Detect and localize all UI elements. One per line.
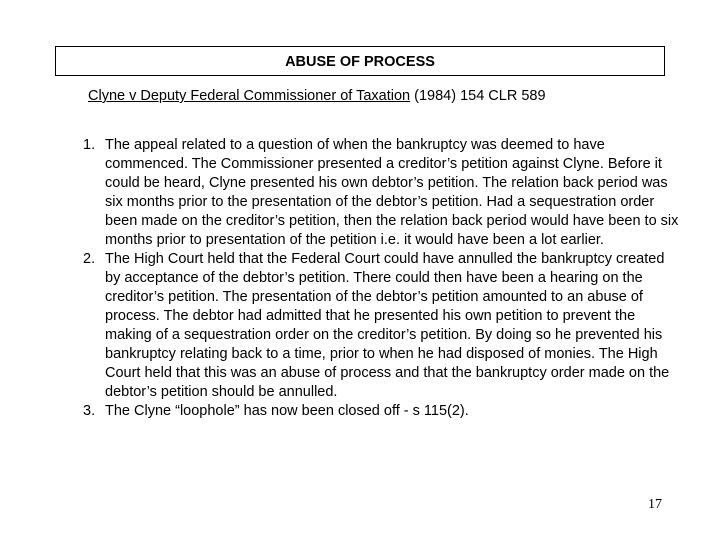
item-text: The appeal related to a question of when the bankruptcy was deemed to have commenced. The Commissioner presented a creditor’s petition against Clyne. Before it could be heard, Clyne presented his own debtor’s petition. The relation back period was six months prior to the presentation of the debtor’s petition. Had a sequestration order been made on the creditor’s petition, then the relation back period would have been to six months prior to presentation of the petition i.e. it would have been a lot earlier. xyxy=(105,137,679,248)
case-name: Clyne v Deputy Federal Commissioner of Taxation xyxy=(88,88,411,104)
item-number: 2. xyxy=(83,251,96,267)
case-reference: (1984) 154 CLR 589 xyxy=(410,88,546,104)
list-item xyxy=(80,402,680,421)
slide-title: ABUSE OF PROCESS xyxy=(55,46,665,76)
points-list xyxy=(80,136,680,421)
list-item xyxy=(80,136,680,250)
item-number: 3. xyxy=(83,403,96,419)
case-citation xyxy=(60,88,546,104)
item-number: 1. xyxy=(83,137,96,153)
item-text: The High Court held that the Federal Court could have annulled the bankruptcy created by acceptance of the debtor’s petition. There could then have been a hearing on the creditor’s petition. The presentation of the debtor’s petition amounted to an abuse of process. The debtor had admitted that he presented his own petition to prevent the making of a sequestration order on the creditor’s petition. By doing so he prevented his bankruptcy relating back to a time, prior to when he had disposed of monies. The High Court held that this was an abuse of process and that the bankruptcy order made on the debtor’s petition should be annulled. xyxy=(105,251,670,400)
page-number: 17 xyxy=(648,497,662,512)
item-text: The Clyne “loophole” has now been closed off - s 115(2). xyxy=(105,403,469,419)
list-item xyxy=(80,250,680,402)
